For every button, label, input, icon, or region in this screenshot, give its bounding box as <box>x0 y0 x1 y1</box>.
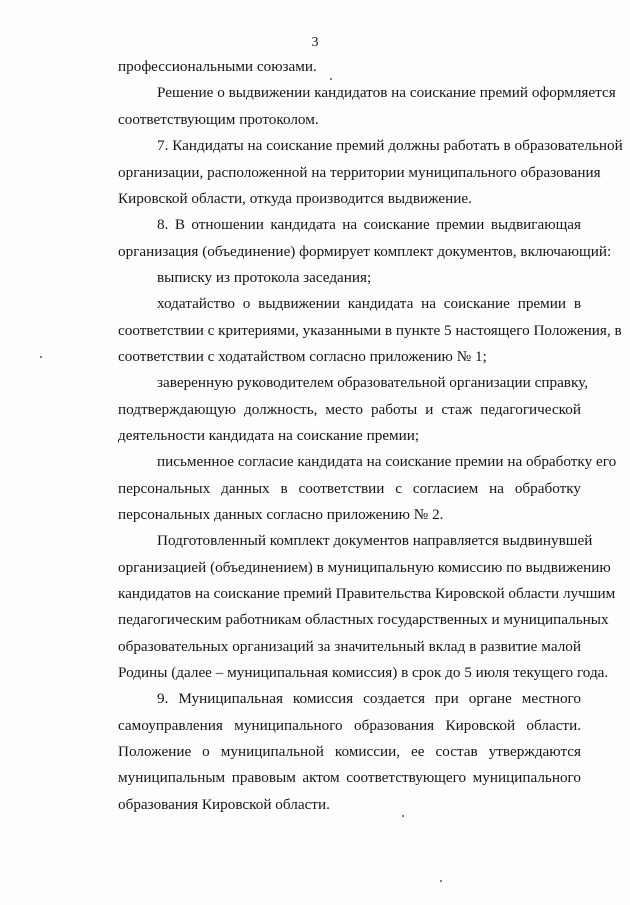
text-line: Положение о муниципальной комиссии, ее состав утверждаются <box>118 743 581 760</box>
text-line: персональных данных согласно приложению № 2. <box>118 506 444 523</box>
scan-speck <box>330 78 332 80</box>
scan-speck <box>402 815 404 817</box>
text-line: 9. Муниципальная комиссия создается при органе местного <box>157 690 581 707</box>
text-line: Решение о выдвижении кандидатов на соискание премий оформляется <box>157 84 616 101</box>
text-line: подтверждающую должность, место работы и стаж педагогической <box>118 401 581 418</box>
text-line: образовательных организаций за значительный вклад в развитие малой <box>118 638 581 655</box>
text-line: персональных данных в соответствии с согласием на обработку <box>118 480 581 497</box>
text-line: Подготовленный комплект документов направляется выдвинувшей <box>157 532 593 549</box>
text-line: кандидатов на соискание премий Правительства Кировской области лучшим <box>118 585 616 602</box>
text-line: организация (объединение) формирует комплект документов, включающий: <box>118 243 612 260</box>
text-line: самоуправления муниципального образования Кировской области. <box>118 717 581 734</box>
text-line: деятельности кандидата на соискание премии; <box>118 427 420 444</box>
text-line: соответствии с критериями, указанными в пункте 5 настоящего Положения, в <box>118 322 622 339</box>
text-line: профессиональными союзами. <box>118 58 317 75</box>
text-line: образования Кировской области. <box>118 796 330 813</box>
text-line: организацией (объединением) в муниципальную комиссию по выдвижению <box>118 559 611 576</box>
text-line: Кировской области, откуда производится выдвижение. <box>118 190 472 207</box>
text-line: выписку из протокола заседания; <box>157 269 372 286</box>
text-line: Родины (далее – муниципальная комиссия) в срок до 5 июля текущего года. <box>118 664 609 681</box>
text-line: письменное согласие кандидата на соискание премии на обработку его <box>157 453 617 470</box>
page-number: 3 <box>311 35 319 50</box>
text-line: соответствующим протоколом. <box>118 111 319 128</box>
scan-speck <box>440 880 442 882</box>
text-line: ходатайство о выдвижении кандидата на соискание премии в <box>157 295 581 312</box>
text-line: заверенную руководителем образовательной организации справку, <box>157 374 589 391</box>
text-line: 8. В отношении кандидата на соискание премии выдвигающая <box>157 216 581 233</box>
text-line: организации, расположенной на территории муниципального образования <box>118 164 601 181</box>
text-line: 7. Кандидаты на соискание премий должны работать в образовательной <box>157 137 623 154</box>
text-line: муниципальным правовым актом соответствующего муниципального <box>118 769 581 786</box>
text-line: педагогическим работникам областных государственных и муниципальных <box>118 611 609 628</box>
text-line: соответствии с ходатайством согласно приложению № 1; <box>118 348 487 365</box>
scan-speck <box>40 356 42 358</box>
